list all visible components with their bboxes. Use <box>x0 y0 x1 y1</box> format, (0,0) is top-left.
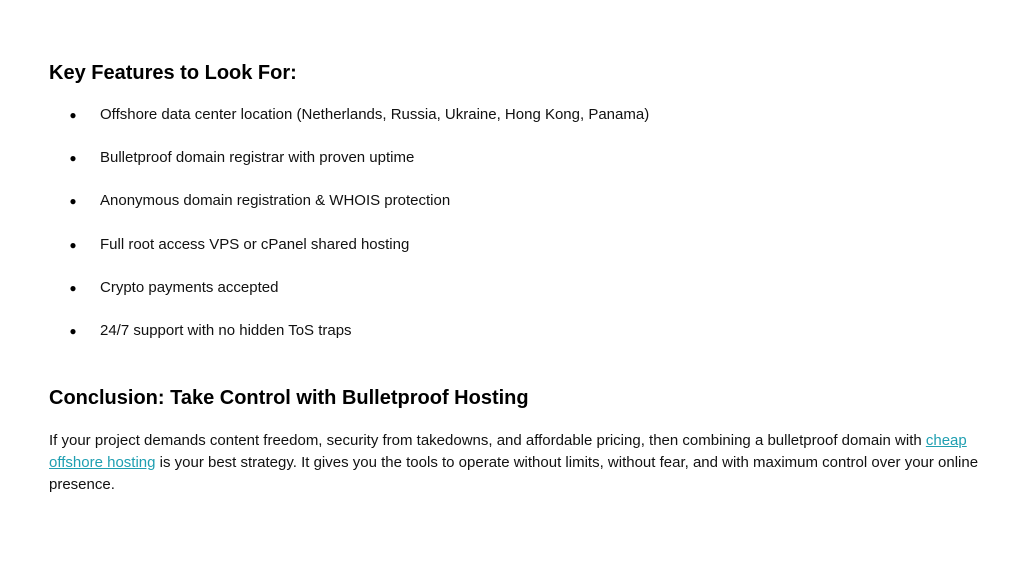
conclusion-heading: Conclusion: Take Control with Bulletproof Hosting <box>49 387 529 409</box>
feature-text: 24/7 support with no hidden ToS traps <box>100 321 352 339</box>
conclusion-paragraph <box>49 430 989 496</box>
offshore-hosting-link[interactable]: cheap offshore hosting <box>49 432 967 471</box>
feature-text: Offshore data center location (Netherlands, Russia, Ukraine, Hong Kong, Panama) <box>100 106 650 123</box>
feature-text: Crypto payments accepted <box>100 278 279 296</box>
conclusion-text-start: If your project demands content freedom, security from takedowns, and affordable pricing, then combining a bulletproof domain with <box>49 432 926 449</box>
feature-text: Full root access VPS or cPanel shared hosting <box>100 235 410 253</box>
bullet-icon: ● <box>69 323 77 338</box>
bullet-icon: ● <box>69 151 77 166</box>
bullet-icon: ● <box>69 194 77 209</box>
feature-text: Bulletproof domain registrar with proven uptime <box>100 149 415 167</box>
section-heading: Key Features to Look For: <box>49 62 297 84</box>
conclusion-text-end: is your best strategy. It gives you the tools to operate without limits, without fear, and with maximum control over your online presence. <box>49 454 979 493</box>
bullet-icon: ● <box>69 237 77 252</box>
bullet-icon: ● <box>69 280 77 295</box>
feature-text: Anonymous domain registration & WHOIS protection <box>100 192 451 210</box>
bullet-icon: ● <box>69 108 77 122</box>
